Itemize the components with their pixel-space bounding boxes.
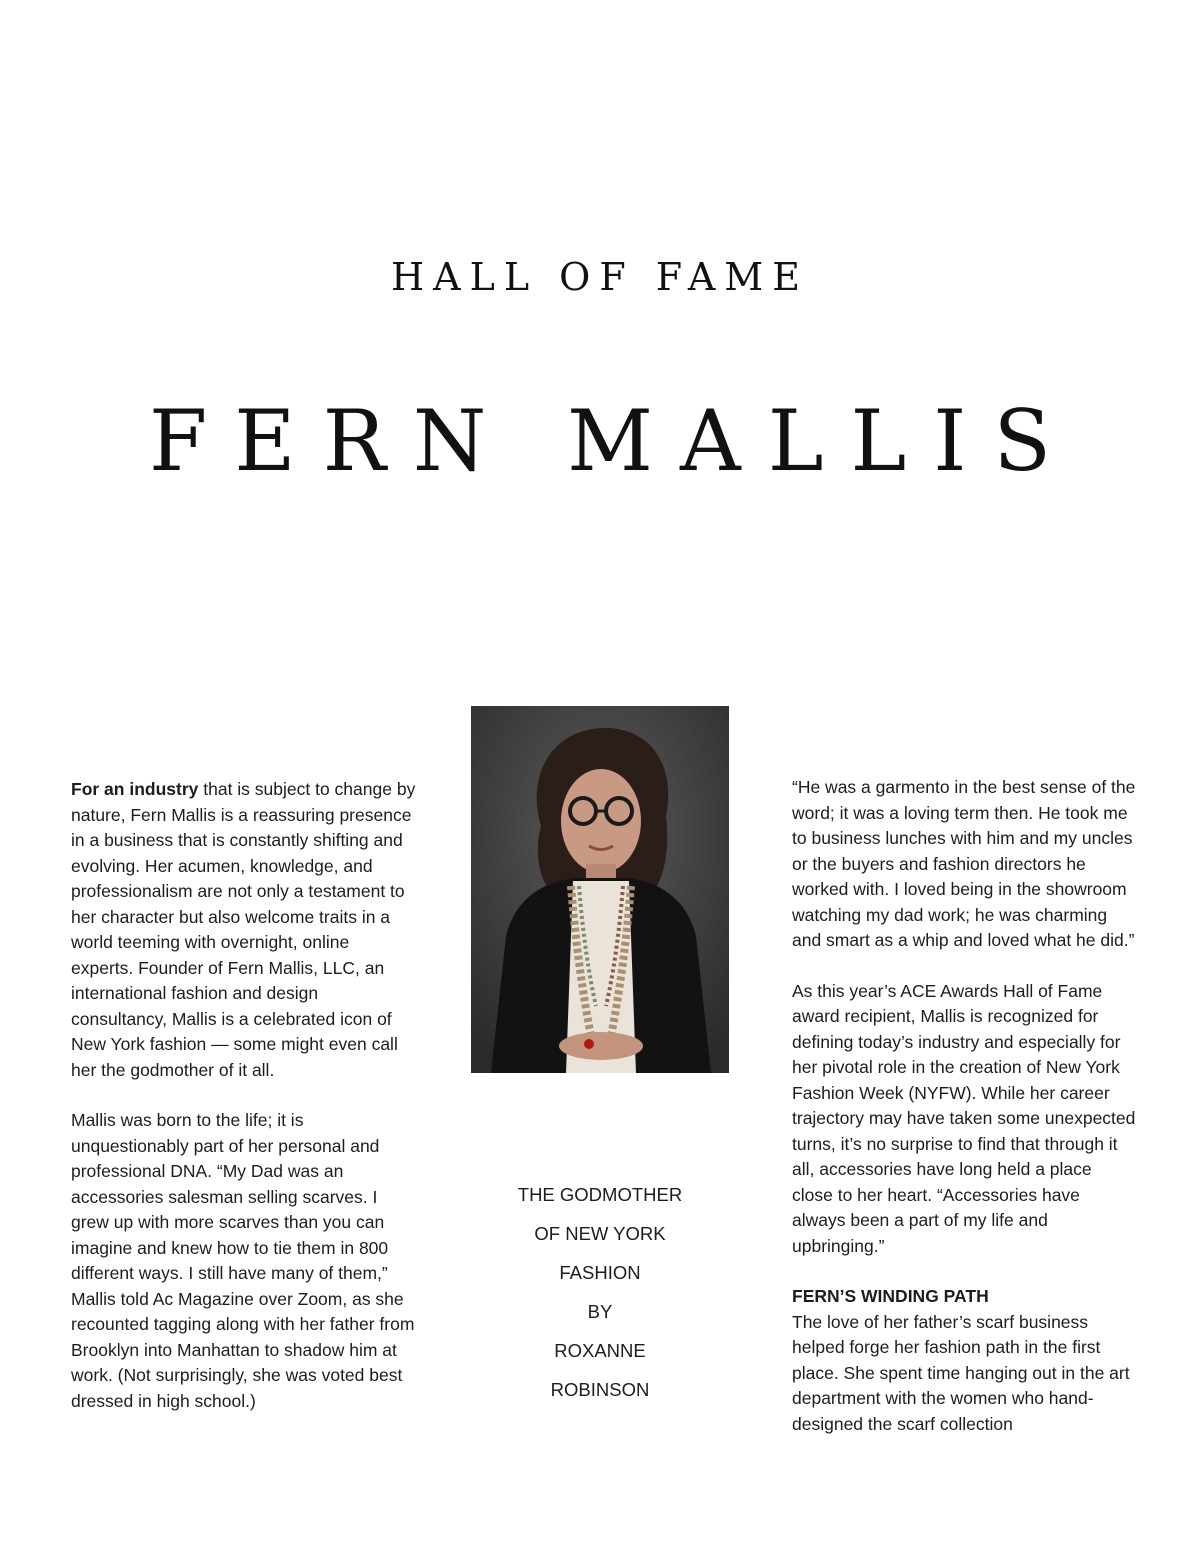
credit-line: THE GODMOTHER (517, 1184, 683, 1205)
article-headline: FERN MALLIS (148, 392, 1078, 490)
section-kicker: HALL OF FAME (391, 255, 809, 299)
winding-path-section (792, 1284, 1137, 1437)
quote-paragraph: “He was a garmento in the best sense of the word; it was a loving term then. He took me to business lunches with him and my uncles or the buyers and fashion directors he worked with. I loved being in the showroom watching my dad work; he was charming and smart as a whip and loved what he did.” (792, 777, 1136, 950)
intro-lead-in: For an industry (71, 779, 199, 799)
intro-body: that is subject to change by nature, Fern Mallis is a reassuring presence in a business that is constantly shifting and evolving. Her acumen, knowledge, and professionalism are not only a testament to her character but also welcome traits in a world teeming with overnight, online experts. Founder of Fern Mallis, LLC, an international fashion and design consultancy, Mallis is a celebrated icon of New York fashion — some might even call her the godmother of it all. (71, 779, 416, 1080)
byline-credit (480, 1175, 720, 1409)
credit-line: BY (587, 1301, 613, 1322)
paragraph-dna: Mallis was born to the life; it is unquestionably part of her personal and professional DNA. “My Dad was an accessories salesman selling scarves. I grew up with more scarves than you can imagine and knew how to tie them in 800 different ways. I still have many of them,” Mallis told Ac Magazine over Zoom, as she recounted tagging along with her father from Brooklyn into Manhattan to shadow him at work. (Not surprisingly, she was voted best dressed in high school.) (71, 1110, 415, 1411)
subheading: FERN’S WINDING PATH (792, 1286, 989, 1306)
right-text-column (792, 775, 1137, 1437)
credit-line: OF NEW YORK (534, 1223, 666, 1244)
intro-paragraph (71, 777, 416, 1083)
portrait-photo (471, 706, 729, 1073)
paragraph-winding-path: The love of her father’s scarf business helped forge her fashion path in the first place. She spent time hanging out in the art department with the women who hand-designed the scarf collection (792, 1311, 1130, 1434)
credit-line: ROXANNE (554, 1340, 646, 1361)
credit-line: ROBINSON (550, 1379, 650, 1400)
credit-line: FASHION (559, 1262, 641, 1283)
left-text-column (71, 777, 416, 1439)
paragraph-ace-awards: As this year’s ACE Awards Hall of Fame award recipient, Mallis is recognized for defining today’s industry and especially for her pivotal role in the creation of New York Fashion Week (NYFW). While her career trajectory may have taken some unexpected turns, it’s no surprise to find that through it all, accessories have long held a place close to her heart. “Accessories have always been a part of my life and upbringing.” (792, 980, 1136, 1256)
